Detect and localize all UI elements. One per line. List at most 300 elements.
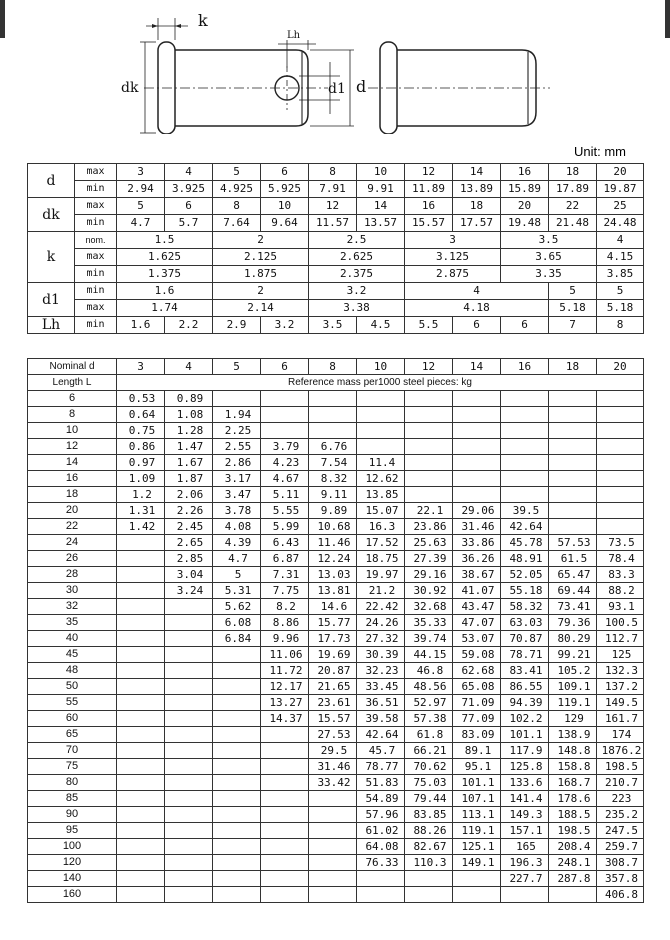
- mass-row: [28, 887, 644, 903]
- mass-cell-empty: [165, 663, 213, 679]
- dk-max-value: 16: [405, 198, 453, 215]
- mass-cell-empty: [549, 439, 597, 455]
- mass-value: 11.4: [357, 455, 405, 471]
- length-value: 26: [28, 551, 117, 567]
- k-nom-row: [28, 232, 644, 249]
- mass-value: 25.63: [405, 535, 453, 551]
- mass-value: 4.08: [213, 519, 261, 535]
- mass-value: 157.1: [501, 823, 549, 839]
- mass-cell-empty: [261, 759, 309, 775]
- length-value: 12: [28, 439, 117, 455]
- k-nom-value: 3.5: [501, 232, 597, 249]
- mass-value: 11.46: [309, 535, 357, 551]
- mass-cell-empty: [213, 775, 261, 791]
- mass-value: 7.75: [261, 583, 309, 599]
- mass-value: 101.1: [501, 727, 549, 743]
- mass-value: 95.1: [453, 759, 501, 775]
- mass-value: 61.8: [405, 727, 453, 743]
- mass-cell-empty: [453, 487, 501, 503]
- mass-value: 198.5: [549, 823, 597, 839]
- mass-cell-empty: [213, 727, 261, 743]
- mass-value: 10.68: [309, 519, 357, 535]
- mass-value: 64.08: [357, 839, 405, 855]
- mass-value: 1.08: [165, 407, 213, 423]
- mass-value: 165: [501, 839, 549, 855]
- k-max-value: 3.125: [405, 249, 501, 266]
- d-min-value: 15.89: [501, 181, 549, 198]
- mass-cell-empty: [549, 391, 597, 407]
- mass-value: 2.26: [165, 503, 213, 519]
- mass-cell-empty: [213, 823, 261, 839]
- mass-value: 148.8: [549, 743, 597, 759]
- mass-value: 99.21: [549, 647, 597, 663]
- mass-value: 70.87: [501, 631, 549, 647]
- d1-label: d1: [328, 81, 346, 97]
- mass-row: [28, 551, 644, 567]
- mass-cell-empty: [165, 839, 213, 855]
- dk-max-value: 25: [597, 198, 644, 215]
- mass-row: [28, 727, 644, 743]
- mass-cell-empty: [213, 839, 261, 855]
- mass-cell-empty: [501, 887, 549, 903]
- mass-cell-empty: [165, 743, 213, 759]
- mass-value: 88.2: [597, 583, 644, 599]
- length-value: 8: [28, 407, 117, 423]
- d-max-value: 20: [597, 164, 644, 181]
- lh-min-value: 3.2: [261, 317, 309, 334]
- mass-value: 52.97: [405, 695, 453, 711]
- mass-value: 13.81: [309, 583, 357, 599]
- mass-cell-empty: [261, 823, 309, 839]
- mass-value: 15.07: [357, 503, 405, 519]
- mass-value: 0.89: [165, 391, 213, 407]
- mass-cell-empty: [501, 471, 549, 487]
- length-value: 70: [28, 743, 117, 759]
- d-max-value: 14: [453, 164, 501, 181]
- mass-value: 17.52: [357, 535, 405, 551]
- mass-cell-empty: [261, 407, 309, 423]
- length-value: 65: [28, 727, 117, 743]
- mass-value: 78.77: [357, 759, 405, 775]
- length-value: 85: [28, 791, 117, 807]
- dk-max-value: 10: [261, 198, 309, 215]
- mass-cell-empty: [261, 743, 309, 759]
- mass-value: 119.1: [549, 695, 597, 711]
- mass-cell-empty: [453, 423, 501, 439]
- mass-cell-empty: [213, 871, 261, 887]
- mass-value: 12.24: [309, 551, 357, 567]
- mass-cell-empty: [213, 791, 261, 807]
- mass-row: [28, 407, 644, 423]
- mass-value: 39.5: [501, 503, 549, 519]
- mass-row: [28, 455, 644, 471]
- mass-value: 149.1: [453, 855, 501, 871]
- length-value: 30: [28, 583, 117, 599]
- k-min-value: 1.375: [117, 266, 213, 283]
- mass-value: 38.67: [453, 567, 501, 583]
- mass-value: 29.16: [405, 567, 453, 583]
- mass-value: 0.64: [117, 407, 165, 423]
- mass-value: 3.24: [165, 583, 213, 599]
- mass-value: 32.68: [405, 599, 453, 615]
- mass-row: [28, 567, 644, 583]
- length-value: 48: [28, 663, 117, 679]
- dk-min-value: 4.7: [117, 215, 165, 232]
- mass-value: 1.94: [213, 407, 261, 423]
- mass-cell-empty: [357, 391, 405, 407]
- left-edge-mark: [0, 0, 5, 38]
- mass-cell-empty: [117, 711, 165, 727]
- mass-value: 210.7: [597, 775, 644, 791]
- mass-cell-empty: [549, 503, 597, 519]
- mass-cell-empty: [165, 727, 213, 743]
- mass-cell-empty: [165, 631, 213, 647]
- mass-value: 44.15: [405, 647, 453, 663]
- k-min-row: [28, 266, 644, 283]
- mass-value: 61.5: [549, 551, 597, 567]
- mass-value: 82.67: [405, 839, 453, 855]
- nominal-size-header: 5: [213, 359, 261, 375]
- mass-value: 2.45: [165, 519, 213, 535]
- k-nom-value: 2: [213, 232, 309, 249]
- mass-cell-empty: [597, 439, 644, 455]
- lh-min-value: 7: [549, 317, 597, 334]
- mass-row: [28, 855, 644, 871]
- d-min-value: 17.89: [549, 181, 597, 198]
- mass-value: 79.44: [405, 791, 453, 807]
- mass-value: 18.75: [357, 551, 405, 567]
- mass-value: 5.62: [213, 599, 261, 615]
- mass-value: 8.32: [309, 471, 357, 487]
- mass-value: 22.42: [357, 599, 405, 615]
- k-max-value: 1.625: [117, 249, 213, 266]
- mass-cell-empty: [501, 407, 549, 423]
- mass-value: 174: [597, 727, 644, 743]
- mass-value: 83.3: [597, 567, 644, 583]
- k-max-value: 2.625: [309, 249, 405, 266]
- mass-value: 1.09: [117, 471, 165, 487]
- mass-value: 357.8: [597, 871, 644, 887]
- length-value: 28: [28, 567, 117, 583]
- d-max-value: 3: [117, 164, 165, 181]
- mass-cell-empty: [549, 519, 597, 535]
- lh-min-value: 2.9: [213, 317, 261, 334]
- mass-row: [28, 759, 644, 775]
- mass-cell-empty: [309, 791, 357, 807]
- d1-min-value: 5: [597, 283, 644, 300]
- mass-value: 62.68: [453, 663, 501, 679]
- mass-caption: Reference mass per1000 steel pieces: kg: [117, 375, 644, 391]
- mass-cell-empty: [213, 391, 261, 407]
- k-min-value: 3.35: [501, 266, 597, 283]
- mass-cell-empty: [117, 727, 165, 743]
- k-max-value: 2.125: [213, 249, 309, 266]
- mass-value: 7.31: [261, 567, 309, 583]
- mass-value: 117.9: [501, 743, 549, 759]
- mass-row: [28, 775, 644, 791]
- mass-cell-empty: [453, 391, 501, 407]
- mass-value: 2.86: [213, 455, 261, 471]
- mass-value: 30.39: [357, 647, 405, 663]
- mass-value: 55.18: [501, 583, 549, 599]
- mass-value: 6.87: [261, 551, 309, 567]
- dk-max-label: max: [75, 198, 117, 215]
- mass-value: 47.07: [453, 615, 501, 631]
- mass-cell-empty: [261, 423, 309, 439]
- mass-row: [28, 695, 644, 711]
- lh-min-value: 6: [501, 317, 549, 334]
- mass-cell-empty: [213, 807, 261, 823]
- mass-value: 259.7: [597, 839, 644, 855]
- mass-row: [28, 823, 644, 839]
- mass-row: [28, 583, 644, 599]
- mass-value: 113.1: [453, 807, 501, 823]
- mass-cell-empty: [405, 887, 453, 903]
- mass-value: 42.64: [501, 519, 549, 535]
- mass-cell-empty: [405, 391, 453, 407]
- mass-cell-empty: [549, 887, 597, 903]
- mass-value: 125: [597, 647, 644, 663]
- mass-value: 11.06: [261, 647, 309, 663]
- mass-value: 141.4: [501, 791, 549, 807]
- mass-value: 15.77: [309, 615, 357, 631]
- dk-max-value: 14: [357, 198, 405, 215]
- mass-value: 57.53: [549, 535, 597, 551]
- mass-cell-empty: [213, 759, 261, 775]
- lh-min-value: 8: [597, 317, 644, 334]
- mass-cell-empty: [597, 503, 644, 519]
- lh-min-value: 2.2: [165, 317, 213, 334]
- mass-value: 16.3: [357, 519, 405, 535]
- mass-value: 32.23: [357, 663, 405, 679]
- mass-value: 46.8: [405, 663, 453, 679]
- lh-min-value: 3.5: [309, 317, 357, 334]
- mass-cell-empty: [597, 407, 644, 423]
- mass-value: 48.91: [501, 551, 549, 567]
- mass-value: 21.65: [309, 679, 357, 695]
- d-min-value: 3.925: [165, 181, 213, 198]
- mass-value: 9.96: [261, 631, 309, 647]
- mass-value: 1.67: [165, 455, 213, 471]
- mass-cell-empty: [261, 391, 309, 407]
- d-max-value: 8: [309, 164, 357, 181]
- d-symbol: d: [28, 164, 75, 198]
- lh-min-value: 6: [453, 317, 501, 334]
- mass-cell-empty: [501, 439, 549, 455]
- mass-value: 5.11: [261, 487, 309, 503]
- dk-min-value: 11.57: [309, 215, 357, 232]
- mass-value: 2.85: [165, 551, 213, 567]
- mass-value: 1.2: [117, 487, 165, 503]
- d1-max-value: 3.38: [309, 300, 405, 317]
- d1-max-value: 1.74: [117, 300, 213, 317]
- mass-value: 93.1: [597, 599, 644, 615]
- mass-value: 101.1: [453, 775, 501, 791]
- mass-value: 36.26: [453, 551, 501, 567]
- mass-cell-empty: [405, 407, 453, 423]
- mass-value: 3.04: [165, 567, 213, 583]
- mass-cell-empty: [165, 775, 213, 791]
- mass-value: 5.99: [261, 519, 309, 535]
- mass-value: 9.89: [309, 503, 357, 519]
- dk-min-value: 21.48: [549, 215, 597, 232]
- mass-value: 138.9: [549, 727, 597, 743]
- mass-cell-empty: [261, 807, 309, 823]
- mass-row: [28, 471, 644, 487]
- length-value: 75: [28, 759, 117, 775]
- dimension-table: [27, 163, 644, 334]
- mass-cell-empty: [261, 871, 309, 887]
- mass-value: 22.1: [405, 503, 453, 519]
- length-value: 60: [28, 711, 117, 727]
- mass-cell-empty: [357, 407, 405, 423]
- mass-value: 2.55: [213, 439, 261, 455]
- dk-min-value: 15.57: [405, 215, 453, 232]
- mass-row: [28, 631, 644, 647]
- mass-value: 6.84: [213, 631, 261, 647]
- mass-value: 39.58: [357, 711, 405, 727]
- mass-cell-empty: [597, 519, 644, 535]
- mass-cell-empty: [117, 823, 165, 839]
- mass-value: 8.86: [261, 615, 309, 631]
- mass-value: 4.39: [213, 535, 261, 551]
- length-value: 10: [28, 423, 117, 439]
- k-label: k: [198, 11, 208, 30]
- d-max-value: 10: [357, 164, 405, 181]
- mass-value: 4.23: [261, 455, 309, 471]
- mass-value: 2.65: [165, 535, 213, 551]
- clevis-pin-drawing: [118, 6, 558, 134]
- mass-value: 88.26: [405, 823, 453, 839]
- lh-min-label: min: [75, 317, 117, 334]
- mass-cell-empty: [117, 663, 165, 679]
- mass-value: 132.3: [597, 663, 644, 679]
- dk-min-value: 5.7: [165, 215, 213, 232]
- mass-value: 42.64: [357, 727, 405, 743]
- k-min-value: 2.875: [405, 266, 501, 283]
- mass-cell-empty: [405, 439, 453, 455]
- mass-value: 13.27: [261, 695, 309, 711]
- mass-cell-empty: [117, 647, 165, 663]
- mass-value: 41.07: [453, 583, 501, 599]
- mass-cell-empty: [117, 615, 165, 631]
- mass-row: [28, 423, 644, 439]
- mass-cell-empty: [165, 855, 213, 871]
- mass-value: 6.43: [261, 535, 309, 551]
- mass-value: 235.2: [597, 807, 644, 823]
- mass-value: 125.8: [501, 759, 549, 775]
- mass-value: 51.83: [357, 775, 405, 791]
- lh-min-row: [28, 317, 644, 334]
- d1-max-value: 5.18: [597, 300, 644, 317]
- mass-value: 19.97: [357, 567, 405, 583]
- mass-row: [28, 615, 644, 631]
- mass-cell-empty: [213, 711, 261, 727]
- mass-cell-empty: [549, 423, 597, 439]
- mass-value: 107.1: [453, 791, 501, 807]
- mass-value: 8.2: [261, 599, 309, 615]
- mass-value: 45.7: [357, 743, 405, 759]
- mass-value: 83.41: [501, 663, 549, 679]
- mass-cell-empty: [597, 487, 644, 503]
- mass-row: [28, 663, 644, 679]
- mass-value: 248.1: [549, 855, 597, 871]
- mass-value: 7.54: [309, 455, 357, 471]
- mass-value: 58.32: [501, 599, 549, 615]
- mass-cell-empty: [309, 807, 357, 823]
- mass-value: 2.25: [213, 423, 261, 439]
- mass-cell-empty: [549, 487, 597, 503]
- mass-cell-empty: [357, 423, 405, 439]
- length-l-label: Length L: [28, 375, 117, 391]
- mass-cell-empty: [501, 423, 549, 439]
- mass-cell-empty: [405, 455, 453, 471]
- dk-min-label: min: [75, 215, 117, 232]
- mass-cell-empty: [309, 871, 357, 887]
- nominal-size-header: 4: [165, 359, 213, 375]
- dimension-table-body: [28, 164, 644, 334]
- mass-cell-empty: [357, 871, 405, 887]
- mass-value: 36.51: [357, 695, 405, 711]
- mass-value: 1876.2: [597, 743, 644, 759]
- mass-cell-empty: [117, 839, 165, 855]
- mass-cell-empty: [117, 887, 165, 903]
- length-value: 160: [28, 887, 117, 903]
- mass-row: [28, 711, 644, 727]
- mass-value: 33.42: [309, 775, 357, 791]
- mass-value: 27.53: [309, 727, 357, 743]
- mass-cell-empty: [261, 791, 309, 807]
- mass-cell-empty: [117, 599, 165, 615]
- mass-value: 27.39: [405, 551, 453, 567]
- length-value: 18: [28, 487, 117, 503]
- mass-value: 48.56: [405, 679, 453, 695]
- mass-value: 59.08: [453, 647, 501, 663]
- mass-value: 198.5: [597, 759, 644, 775]
- mass-value: 112.7: [597, 631, 644, 647]
- mass-value: 63.03: [501, 615, 549, 631]
- mass-value: 31.46: [453, 519, 501, 535]
- mass-cell-empty: [453, 887, 501, 903]
- mass-value: 69.44: [549, 583, 597, 599]
- nominal-d-label: Nominal d: [28, 359, 117, 375]
- mass-cell-empty: [117, 743, 165, 759]
- dk-label: dk: [121, 80, 139, 96]
- mass-value: 133.6: [501, 775, 549, 791]
- mass-value: 33.45: [357, 679, 405, 695]
- mass-value: 3.79: [261, 439, 309, 455]
- k-min-label: min: [75, 266, 117, 283]
- mass-value: 76.33: [357, 855, 405, 871]
- mass-cell-empty: [357, 439, 405, 455]
- mass-value: 13.85: [357, 487, 405, 503]
- mass-row: [28, 487, 644, 503]
- nominal-size-header: 6: [261, 359, 309, 375]
- d-min-value: 9.91: [357, 181, 405, 198]
- mass-value: 11.72: [261, 663, 309, 679]
- mass-row: [28, 791, 644, 807]
- mass-cell-empty: [117, 535, 165, 551]
- mass-cell-empty: [165, 599, 213, 615]
- length-value: 35: [28, 615, 117, 631]
- mass-cell-empty: [165, 615, 213, 631]
- d1-min-value: 2: [213, 283, 309, 300]
- k-max-label: max: [75, 249, 117, 266]
- mass-cell-empty: [213, 647, 261, 663]
- mass-cell-empty: [261, 727, 309, 743]
- mass-value: 73.5: [597, 535, 644, 551]
- mass-cell-empty: [261, 887, 309, 903]
